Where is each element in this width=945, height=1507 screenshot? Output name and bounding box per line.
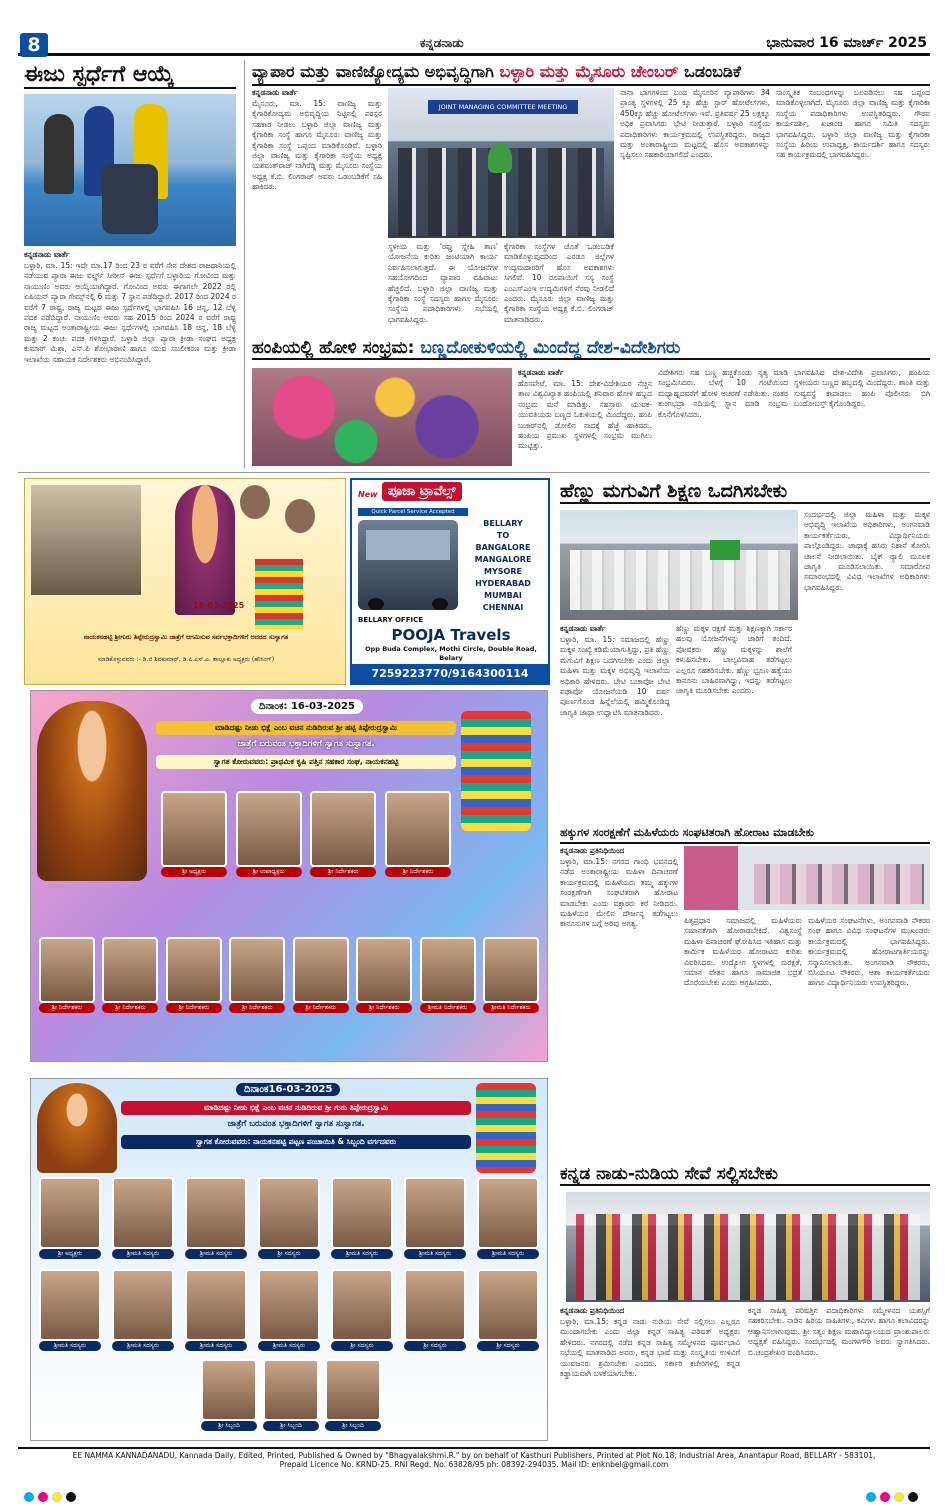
route-item: BELLARY bbox=[483, 519, 523, 528]
member-caption: ಶ್ರೀಮತಿ ಸದಸ್ಯರು bbox=[112, 1249, 174, 1259]
holi-headline bbox=[252, 338, 930, 360]
rights-headline: ಹಕ್ಕುಗಳ ಸಂರಕ್ಷಣೆಗೆ ಮಹಿಳೆಯರು ಸಂಘಟಿತರಾಗಿ ಹೋರಾಟ ಮಾಡಬೇಕು bbox=[560, 826, 930, 844]
travels-parcel: Quick Parcel Service Accepted bbox=[358, 508, 468, 516]
issue-date: ಭಾನುವಾರ 16 ಮಾರ್ಚ್ 2025 bbox=[766, 35, 927, 51]
member-caption: ಶ್ರೀ ನಿರ್ದೇಶಕರು bbox=[356, 1003, 412, 1013]
route-item: TO bbox=[496, 531, 510, 540]
route-item: HYDERABAD bbox=[475, 579, 531, 588]
registration-mark bbox=[66, 1492, 76, 1502]
swim-byline: ಕನ್ನಡನಾಡು ವಾರ್ತೆ bbox=[24, 250, 70, 259]
member-caption: ಶ್ರೀ ಸಿಬ್ಬಂದಿ bbox=[263, 1421, 319, 1431]
girl-body-3: ಸಂದರ್ಭದಲ್ಲಿ ಜಿಲ್ಲಾ ಮಹಿಳಾ ಮತ್ತು ಮಕ್ಕಳ ಅಭಿವೃದ್ಧಿ ಇಲಾಖೆಯ ಅಧಿಕಾರಿಗಳು, ಅಂಗನವಾಡಿ ಕಾರ್ಯಕರ್ತೆಯರು, ವಿದ್ಯಾರ್ಥಿನಿಯರು ಪಾಲ್ಗೊಂಡಿದ್ದರು. ಜಾಥಾಕ್ಕೆ ಹಸಿರು ನಿಶಾನೆ ತೋರಿಸಿ ಚಾಲನೆ ನೀಡಲಾಯಿತು. ಬೈಕ್ ರ‍್ಯಾಲಿ ಮೂಲಕ ಜಾಗೃತಿ ಮೂಡಿಸಲಾಯಿತು. ಸಮಾರೋಪ ಸಮಾರಂಭದಲ್ಲಿ ವಿವಿಧ ಇಲಾಖೆಗಳ ಅಧಿಕಾರಿಗಳು ಭಾಗವಹಿಸಿದ್ದರು. bbox=[804, 510, 930, 592]
member-caption: ಶ್ರೀಮತಿ ಸದಸ್ಯರು bbox=[477, 1249, 539, 1259]
member-photo bbox=[385, 791, 451, 867]
member-caption: ಶ್ರೀ ನಿರ್ದೇಶಕರು bbox=[293, 1003, 349, 1013]
registration-mark bbox=[908, 1492, 918, 1502]
member-photo bbox=[102, 937, 158, 1003]
bus-image bbox=[358, 520, 458, 610]
column-rule bbox=[244, 60, 245, 468]
chamber-body-1: ಮೈಸೂರು, ಮಾ. 15: ವಾಣಿಜ್ಯ ಮತ್ತು ಕೈಗಾರಿಕೋದ್ಯಮ ಅಭಿವೃದ್ಧಿಯ ನಿಟ್ಟಿನಲ್ಲಿ ಪರಸ್ಪರ ಸಹಕಾರ ನೀಡಲು ಬಳ್ಳಾರಿ ಜಿಲ್ಲಾ ವಾಣಿಜ್ಯ ಮತ್ತು ಕೈಗಾರಿಕಾ ಸಂಸ್ಥೆ ಹಾಗೂ ಮೈಸೂರು ವಾಣಿಜ್ಯ ಮತ್ತು ಕೈಗಾರಿಕಾ ಸಂಸ್ಥೆ ಒಪ್ಪಂದ ಮಾಡಿಕೊಂಡಿವೆ. ಬಳ್ಳಾರಿ ಜಿಲ್ಲಾ ವಾಣಿಜ್ಯ ಮತ್ತು ಕೈಗಾರಿಕಾ ಸಂಸ್ಥೆಯ ಅಧ್ಯಕ್ಷ ಯಶವಂತ್‌ರಾಜ್ ನಾಗಿರೆಡ್ಡಿ ಮತ್ತು ಮೈಸೂರು ಸಂಸ್ಥೆಯ ಅಧ್ಯಕ್ಷ ಕೆ.ಬಿ. ಲಿಂಗರಾಜ್ ಅವರು ಒಡಂಬಡಿಕೆಗೆ ಸಹಿ ಹಾಕಿದರು. bbox=[252, 99, 382, 192]
rights-body-3: ಮಹಿಳೆಯರ ಸಂಘಟನೆಗಳು, ಅಂಗನವಾಡಿ ನೌಕರರ ಸಂಘ ಹಾಗೂ ವಿವಿಧ ಸಂಘಟನೆಗಳ ಮುಖಂಡರು ಕಾರ್ಯಕ್ರಮದಲ್ಲಿ ಭಾಗವಹಿಸಿದ್ದರು. ಕಾರ್ಯಕ್ರಮದಲ್ಲಿ ಹೋರಾಟಗಾರ್ತಿಯರನ್ನು ಸನ್ಮಾನಿಸಲಾಯಿತು. ಅಂಗನವಾಡಿ ನೌಕರರು, ಬಿಸಿಯೂಟ ನೌಕರರು, ಆಶಾ ಕಾರ್ಯಕರ್ತೆಯರು ಹಾಗೂ ವಿದ್ಯಾರ್ಥಿನಿಯರು ಉಪಸ್ಥಿತರಿದ್ದರು. bbox=[808, 916, 930, 988]
jatre3-line3: ಸ್ವಾಗತ ಕೋರುವವರು: ನಾಯಕನಹಟ್ಟಿ ಪಟ್ಟಣ ಪಂಚಾಯಿತಿ & ಸಿಬ್ಬಂದಿ ವರ್ಗದವರು bbox=[121, 1135, 471, 1149]
imprint-footer bbox=[18, 1447, 930, 1469]
route-item: CHENNAI bbox=[482, 603, 524, 612]
member-caption: ಶ್ರೀ ಸಿಬ್ಬಂದಿ bbox=[201, 1421, 257, 1431]
member-caption: ಶ್ರೀ ಸಿಬ್ಬಂದಿ bbox=[325, 1421, 381, 1431]
rights-body-2: ಪಿತೃಪ್ರಧಾನ ಸಮಾಜದಲ್ಲಿ ಮಹಿಳೆಯರು ಸಮಾನತೆಗಾಗಿ ಹೋರಾಡಬೇಕಿದೆ. ವಿಶ್ವಸಂಸ್ಥೆ ಮಹಿಳಾ ದಿನಾಚರಣೆ ಘೋಷಿಸಿದ ಇತಿಹಾಸ ಮತ್ತು ಕಾರ್ಮಿಕ ಮಹಿಳೆಯರ ಹೋರಾಟದ ಕುರಿತು ವಿವರಿಸಿದರು. ಉದ್ಯೋಗ ಸ್ಥಳಗಳಲ್ಲಿ ಸುರಕ್ಷತೆ, ಸಮಾನ ವೇತನ ಹಾಗೂ ಸಾಮಾಜಿಕ ಭದ್ರತೆ ದೊರೆಯಬೇಕು ಎಂದು ಆಗ್ರಹಿಸಿದರು. bbox=[684, 916, 802, 988]
girl-byline: ಕನ್ನಡನಾಡು ವಾರ್ತೆ bbox=[560, 624, 606, 633]
route-item: MANGALORE bbox=[474, 555, 532, 564]
member-caption: ಶ್ರೀ ಸದಸ್ಯರು bbox=[404, 1341, 466, 1351]
jatre2-date: ದಿನಾಂಕ: 16-03-2025 bbox=[251, 699, 363, 714]
member-caption: ಶ್ರೀ ಉಪಾಧ್ಯಕ್ಷರು bbox=[236, 867, 302, 877]
travels-office: BELLARY OFFICE bbox=[358, 616, 424, 624]
chamber-headline bbox=[252, 62, 930, 86]
holi-photo bbox=[252, 368, 512, 466]
member-photo bbox=[166, 937, 222, 1003]
holi-headline-a: ಹಂಪಿಯಲ್ಲಿ ಹೋಳಿ ಸಂಭ್ರಮ: bbox=[252, 338, 421, 358]
member-caption: ಶ್ರೀಮತಿ ನಿರ್ದೇಶಕರು bbox=[420, 1003, 476, 1013]
member-photo bbox=[310, 791, 376, 867]
member-photo bbox=[293, 937, 349, 1003]
member-photo bbox=[331, 1269, 393, 1341]
jatre3-line2: ಜಾತ್ರೆಗೆ ಬರುವಂತ ಭಕ್ತಾದಿಗಳಿಗೆ ಸ್ವಾಗತ ಸುಸ್ವಾಗತ. bbox=[227, 1119, 365, 1129]
brand-title: ಕನ್ನಡನಾಡು bbox=[420, 36, 464, 50]
jatre2-line1: ಮಾಡಿದಷ್ಟು ನೀಡು ಭಿಕ್ಷೆ ಎಂಬ ವಚನ ನುಡಿದಿರುವ ಶ್ರೀ ಹಟ್ಟಿ ತಿಪ್ಪೇರುದ್ರಸ್ವಾಮಿ bbox=[156, 721, 456, 735]
member-photo bbox=[112, 1177, 174, 1249]
chamber-byline: ಕನ್ನಡನಾಡು ವಾರ್ತೆ bbox=[252, 88, 298, 97]
page-number: 8 bbox=[20, 33, 48, 57]
member-photo bbox=[477, 1177, 539, 1249]
swim-body: ಬಳ್ಳಾರಿ, ಮಾ. 15: ಇದೇ ಮಾ.17 ರಿಂದ 23 ರ ವರೆಗೆ ಸೇನ ದೇಶದ ರಾಜಧಾನಿಯಲ್ಲಿ ನಡೆಯುವ ಪ್ಯಾರಾ ಈಜು ವರ್ಲ್ಡ್ ಸೀರೀಸ್ ಈಜು ಸ್ಪರ್ಧೆಗೆ ಬಳ್ಳಾರಿಯ ಗೋವಿಂದ ಮತ್ತು ನಾಯುಣಿಂ ಅವರು ಆಯ್ಕೆಯಾಗಿದ್ದಾರೆ. ಗೋವಿಂದ ಅವರು ಈಗಾಗಲೇ 2022 ರಲ್ಲಿ ಏಷಿಯನ್ ಪ್ಯಾರಾ ಗೇಮ್ಸ್‌ನಲ್ಲಿ 6 ಮತ್ತು 7 ಸ್ಥಾನ ಪಡೆದಿದ್ದಾರೆ. 2017 ರಿಂದ 2024 ರ ವರೆಗೆ 7 ರಾಷ್ಟ್ರ, ರಾಜ್ಯ ಮಟ್ಟದ ಈಜು ಸ್ಪರ್ಧೆಗಳಲ್ಲಿ ಭಾಗವಹಿಸಿ 16 ಚಿನ್ನ, 12 ಬೆಳ್ಳಿ ಪದಕ ಪಡೆದಿದ್ದಾರೆ. ನಾಯುಣಿಂ ಅವರು ಸಹ 2015 ರಿಂದ 2024 ರ ವರೆಗೆ ರಾಷ್ಟ್ರ ರಾಜ್ಯ ಮಟ್ಟದ ಅಂತಾರಾಷ್ಟ್ರೀಯ ಈಜು ಸ್ಪರ್ಧೆಗಳಲ್ಲಿ ಭಾಗವಹಿಸಿ 18 ಚಿನ್ನ, 18 ಬೆಳ್ಳಿ ಮತ್ತು 2 ಕಂಚು ಪದಕ ಗಳಿಸಿದ್ದಾರೆ. ಬಳ್ಳಾರಿ ಜಿಲ್ಲಾ ಪ್ಯಾರಾ ಕ್ರೀಡಾ ಸಂಘದ ಅಧ್ಯಕ್ಷ ಕುಮಾರ್ ಮಿಶ್ರಾ, ಎಸ್.ಪಿ ಶೋಭಾರಾಣಿ ಹಾಗೂ ಯುವ ಸಬಲೀಕರಣ ಮತ್ತು ಕ್ರೀಡಾ ಇಲಾಖೆಯ ಸಹಾಯಕ ನಿರ್ದೇಶಕರು ಅಭಿನಂದಿಸಿದ್ದಾರೆ. bbox=[24, 261, 236, 364]
jatre-ad-2 bbox=[30, 690, 548, 1062]
route-item: MYSORE bbox=[484, 567, 522, 576]
member-caption: ಶ್ರೀ ನಿರ್ದೇಶಕರು bbox=[229, 1003, 285, 1013]
member-caption: ಶ್ರೀಮತಿ ಸದಸ್ಯರು bbox=[185, 1341, 247, 1351]
member-photo bbox=[39, 1269, 101, 1341]
member-photo bbox=[39, 1177, 101, 1249]
jatre3-line1: ಮಾಡಿದಷ್ಟು ನೀಡು ಭಿಕ್ಷೆ ಎಂಬ ವಚನ ನುಡಿದಿರುವ ಶ್ರೀ ಗುರು ತಿಪ್ಪೇರುದ್ರಸ್ವಾಮಿ bbox=[121, 1101, 471, 1115]
rights-photo bbox=[684, 846, 930, 910]
travels-new: New bbox=[358, 490, 378, 499]
jatre2-line2: ಜಾತ್ರೆಗೆ ಬರುವಂತ ಭಕ್ತಾದಿಗಳಿಗೆ ಸ್ವಾಗತ ಸುಸ್ವಾಗತ. bbox=[237, 739, 375, 749]
chamber-body-5: ಸಾಂಸ್ಕೃತಿಕ ಸಂಬಂಧಗಳನ್ನು ಬಲಪಡಿಸಲು ಸಹ ಒಪ್ಪಂದ ಮಾಡಿಕೊಳ್ಳಲಾಗಿದೆ. ಮೈಸೂರು ಜಿಲ್ಲಾ ವಾಣಿಜ್ಯ ಮತ್ತು ಕೈಗಾರಿಕಾ ಸಂಸ್ಥೆಯ ಪದಾಧಿಕಾರಿಗಳು ಉಪಸ್ಥಿತರಿದ್ದರು. ಗೌರವ ಕಾರ್ಯದರ್ಶಿ, ಖಜಾಂಚಿ ಹಾಗೂ ಸಮಿತಿ ಸದಸ್ಯರು ಭಾಗವಹಿಸಿದ್ದರು. ಬಳ್ಳಾರಿ ಜಿಲ್ಲಾ ವಾಣಿಜ್ಯ ಮತ್ತು ಕೈಗಾರಿಕಾ ಸಂಸ್ಥೆಯ ಹಿರಿಯ ಉಪಾಧ್ಯಕ್ಷ, ಕಾರ್ಯದರ್ಶಿ ಹಾಗೂ ಸದಸ್ಯರು ಸಹ ಕಾರ್ಯಕ್ರಮದಲ್ಲಿ ಭಾಗವಹಿಸಿದ್ದರು. bbox=[776, 88, 930, 160]
member-caption: ಶ್ರೀ ನಿರ್ದೇಶಕರು bbox=[102, 1003, 158, 1013]
nadu-photo bbox=[566, 1192, 930, 1302]
girl-headline: ಹೆಣ್ಣು ಮಗುವಿಗೆ ಶಿಕ್ಷಣ ಒದಗಿಸಬೇಕು bbox=[560, 480, 930, 504]
member-photo bbox=[404, 1269, 466, 1341]
jatre1-sub: ಮಾಡಿಕೊಳ್ಳುವವರು :- ಡಿ.ಜಿ ಶಿವಕುಮಾರ್, ಡಿ.ಪಿ.ಎಸ್.ಎ. ತಾಲ್ಲೂಕು ಅಧ್ಯಕ್ಷರು (ಹೌಸಿಂಗ್) bbox=[97, 656, 275, 663]
member-photo bbox=[112, 1269, 174, 1341]
registration-mark bbox=[880, 1492, 890, 1502]
member-photo bbox=[483, 937, 539, 1003]
chamber-body-2: ಸ್ಥಳೀಯ ಮತ್ತು 'ರಫ್ತು ಸ್ನೇಹಿ ತಾಣ' ಯೋಜನೆಯ ಕುರಿತು ಜಂಟಿಯಾಗಿ ಕಾರ್ಯ ನಿರ್ವಹಿಸಲಾಗುತ್ತದೆ. ಈ ಯೋಜನೆಗಳ ಸಹಯೋಗದಿಂದ ವ್ಯಾಪಾರ ವಹಿವಾಟು ಹೆಚ್ಚಲಿದೆ. ಬಳ್ಳಾರಿ ಜಿಲ್ಲಾ ವಾಣಿಜ್ಯ ಮತ್ತು ಕೈಗಾರಿಕಾ ಸಂಸ್ಥೆ ಸದಸ್ಯರು ಹಾಗೂ ಮೈಸೂರು ಸಂಸ್ಥೆಯ ಪದಾಧಿಕಾರಿಗಳು ಸಭೆಯಲ್ಲಿ ಭಾಗವಹಿಸಿದ್ದರು. bbox=[388, 242, 498, 324]
member-photo bbox=[263, 1359, 319, 1421]
member-caption: ಶ್ರೀ ಸದಸ್ಯರು bbox=[258, 1249, 320, 1259]
nadu-body-1: ಬಳ್ಳಾರಿ, ಮಾ.15: ಕನ್ನಡ ನಾಡು ನುಡಿಯ ಸೇವೆ ಸಲ್ಲಿಸಲು ಎಲ್ಲರೂ ಮುಂದಾಗಬೇಕು ಎಂದು ಜಿಲ್ಲಾ ಕನ್ನಡ ಸಾಹಿತ್ಯ ಪರಿಷತ್ ಅಧ್ಯಕ್ಷರು ಹೇಳಿದರು. ನಗರದಲ್ಲಿ ನಡೆದ ಕನ್ನಡ ಸಾಹಿತ್ಯ ಸಮ್ಮೇಳನದ ಪೂರ್ವಭಾವಿ ಸಭೆಯಲ್ಲಿ ಮಾತನಾಡಿದ ಅವರು, ಕನ್ನಡ ಭಾಷೆ ಮತ್ತು ಸಂಸ್ಕೃತಿಯ ಉಳಿವಿಗೆ ಯುವಜನರು ಶ್ರಮಿಸಬೇಕು ಎಂದರು. ಸರ್ಕಾರಿ ಕಚೇರಿಗಳಲ್ಲಿ ಕನ್ನಡ ಕಡ್ಡಾಯವಾಗಿ ಬಳಕೆಯಾಗಬೇಕು. bbox=[560, 1317, 740, 1379]
member-photo bbox=[258, 1269, 320, 1341]
member-photo bbox=[356, 937, 412, 1003]
registration-mark bbox=[38, 1492, 48, 1502]
imprint-line-2: Prepaid Licence No. KRND-25. RNI Regd. No. 63828/95 ph: 08392-294035. Mail ID: enknbel@gmail.com bbox=[279, 1460, 669, 1469]
member-photo bbox=[161, 791, 227, 867]
route-item: MUMBAI bbox=[484, 591, 522, 600]
travels-address: Opp Buda Complex, Mothi Circle, Double Road, Belary bbox=[365, 645, 537, 662]
member-caption: ಶ್ರೀ ಅಧ್ಯಕ್ಷರು bbox=[161, 867, 227, 877]
jatre3-row2 bbox=[39, 1269, 539, 1351]
chamber-headline-a: ವ್ಯಾಪಾರ ಮತ್ತು ವಾಣಿಜ್ಯೋದ್ಯಮ ಅಭಿವೃದ್ಧಿಗಾಗಿ bbox=[252, 62, 500, 81]
member-caption: ಶ್ರೀಮತಿ ನಿರ್ದೇಶಕರು bbox=[483, 1003, 539, 1013]
holi-body-3: ಭಾಗವಹಿಸಿದ ದೇಶ-ವಿದೇಶಿ ಪ್ರವಾಸಿಗರು, ಹಂಪಿಯ ಸ್ಥಳೀಯರು ಬಣ್ಣದ ಹಬ್ಬದಲ್ಲಿ ಮಿಂದೆದ್ದರು. ಶಾಂತಿ ಮತ್ತು ಸುವ್ಯವಸ್ಥೆ ಕಾಪಾಡಲು ಹಂಪಿ ಪೊಲೀಸರು ಬಿಗಿ ಬಂದೋಬಸ್ತ್ ಕೈಗೊಂಡಿದ್ದರು. bbox=[794, 368, 930, 409]
jatre-ad-3 bbox=[30, 1078, 548, 1441]
member-caption: ಶ್ರೀ ನಿರ್ದೇಶಕರು bbox=[310, 867, 376, 877]
chamber-body-3: ಕೈಗಾರಿಕಾ ಸಂಸ್ಥೆಗಳ ಜೊತೆ ಒಡಂಬಡಿಕೆ ಮಾಡಿಕೊಳ್ಳುವುದರಿಂದ ಎರಡೂ ಜಿಲ್ಲೆಗಳ ಉದ್ಯಮದಾರರಿಗೆ ಹೊಸ ಅವಕಾಶಗಳು ಸಿಗಲಿವೆ. 10 ರೂಪಾಯಿಗೆ ಸಸ್ಯ ಸಂಸ್ಥೆ ಎಂಎಸ್‌ಎಂಇ ಉದ್ಯಮಿಗಳಿಗೆ ನೆರವು ನೀಡಲಿದೆ ಎಂದರು. ಮೈಸೂರು ಜಿಲ್ಲಾ ವಾಣಿಜ್ಯ ಮತ್ತು ಕೈಗಾರಿಕಾ ಸಂಸ್ಥೆಯ ಅಧ್ಯಕ್ಷ ಕೆ.ಬಿ. ಲಿಂಗರಾಜ್ ಮಾತನಾಡಿದರು. bbox=[504, 242, 614, 324]
girl-body-2: ಹೆಣ್ಣು ಮಕ್ಕಳ ರಕ್ಷಣೆ ಮತ್ತು ಶಿಕ್ಷಣಕ್ಕಾಗಿ ಸರ್ಕಾರ ಹಲವು ಯೋಜನೆಗಳನ್ನು ಜಾರಿಗೆ ತಂದಿದೆ. ಪೋಷಕರು ಹೆಣ್ಣು ಮಕ್ಕಳನ್ನು ಶಾಲೆಗೆ ಕಳುಹಿಸಬೇಕು. ಬಾಲ್ಯವಿವಾಹ ತಡೆಗಟ್ಟಲು ಎಲ್ಲರೂ ಸಹಕರಿಸಬೇಕು. ಹೆಣ್ಣು ಭ್ರೂಣ ಹತ್ಯೆಯು ಕಾನೂನು ಬಾಹಿರವಾಗಿದ್ದು, ಇದನ್ನು ತಡೆಗಟ್ಟಲು ಜಾಗೃತಿ ಮೂಡಿಸಬೇಕು ಎಂದರು. bbox=[676, 624, 792, 696]
jatre2-row1 bbox=[161, 791, 451, 877]
jatre2-line3: ಸ್ವಾಗತ ಕೋರುವವರು: ಪ್ರಾಥಮಿಕ ಕೃಷಿ ಪತ್ತಿನ ಸಹಕಾರ ಸಂಘ, ನಾಯಕನಹಟ್ಟಿ bbox=[156, 755, 456, 769]
member-caption: ಶ್ರೀಮತಿ ಸದಸ್ಯರು bbox=[404, 1249, 466, 1259]
registration-mark bbox=[24, 1492, 34, 1502]
jatre3-row3 bbox=[201, 1359, 381, 1431]
jatre3-date: ದಿನಾಂಕ16-03-2025 bbox=[236, 1083, 340, 1096]
holi-body-2: ವಿದೇಶಿಗರು ಸಹ ಬಣ್ಣ ಹಚ್ಚಿಕೊಂಡು ನೃತ್ಯ ಮಾಡಿ ಸಂಭ್ರಮಿಸಿದರು. ಬೆಳಗ್ಗೆ 10 ಗಂಟೆಯಿಂದ ಮಧ್ಯಾಹ್ನದವರೆಗೆ ಹೋಳಿ ಆಚರಣೆ ನಡೆಯಿತು. ನಂತರ ತುಂಗಭದ್ರಾ ನದಿಯಲ್ಲಿ ಸ್ನಾನ ಮಾಡಿ ಸಂಭ್ರಮ ಕೊನೆಗೊಳಿಸಿದರು. bbox=[658, 368, 788, 419]
registration-mark bbox=[52, 1492, 62, 1502]
member-photo bbox=[229, 937, 285, 1003]
travels-ad bbox=[350, 478, 550, 685]
travels-title: ಪೂಜಾ ಟ್ರಾವೆಲ್ಸ್ bbox=[382, 482, 462, 501]
member-caption: ಶ್ರೀ ನಿರ್ದೇಶಕರು bbox=[385, 867, 451, 877]
member-caption: ಶ್ರೀಮತಿ ಸದಸ್ಯರು bbox=[39, 1341, 101, 1351]
member-photo bbox=[185, 1269, 247, 1341]
rights-byline: ಕನ್ನಡನಾಡು ಪ್ರತಿನಿಧಿಯಿಂದ bbox=[560, 846, 625, 855]
jatre1-date: 16-03-2025 bbox=[193, 601, 245, 610]
registration-mark bbox=[894, 1492, 904, 1502]
member-photo bbox=[477, 1269, 539, 1341]
holi-body-1: ಹೊಸಪೇಟೆ, ಮಾ. 15: ದೇಶ-ವಿದೇಶಿಯರ ನೆಚ್ಚಿನ ತಾಣ ವಿಶ್ವವಿಖ್ಯಾತ ಹಂಪಿಯಲ್ಲಿ ಶನಿವಾರ ಹೋಳಿ ಹಬ್ಬದ ಸಂಭ್ರಮ ಮನೆ ಮಾಡಿತ್ತು. ಸಹಸ್ರಾರು ಯುವಕ-ಯುವತಿಯರು ಬಣ್ಣದ ಓಕುಳಿಯಲ್ಲಿ ಮಿಂದೆದ್ದರು. ಹಂಪಿ ಬಜಾರ್‌ನಲ್ಲಿ ಡೋಲಿನ ನಾದಕ್ಕೆ ಹೆಜ್ಜೆ ಹಾಕಿದರು. ಹಂಪಿಯ ಪ್ರಮುಖ ಸ್ಥಳಗಳಲ್ಲಿ ಸಂಭ್ರಮ ಮುಗಿಲು ಮುಟ್ಟಿತ್ತು. bbox=[518, 379, 652, 451]
nadu-byline: ಕನ್ನಡನಾಡು ಪ್ರತಿನಿಧಿಯಿಂದ bbox=[560, 1306, 625, 1315]
section-rule bbox=[18, 472, 930, 473]
route-item: BANGALORE bbox=[475, 543, 531, 552]
girl-body-1: ಬಳ್ಳಾರಿ, ಮಾ. 15: ಸಮಾಜದಲ್ಲಿ ಹೆಣ್ಣು ಮಕ್ಕಳ ಸಂಖ್ಯೆ ಕಡಿಮೆಯಾಗುತ್ತಿದ್ದು, ಪ್ರತಿ ಹೆಣ್ಣು ಮಗುವಿಗೆ ಶಿಕ್ಷಣ ಒದಗಿಸಬೇಕು ಎಂದು ಜಿಲ್ಲಾ ಮಹಿಳಾ ಮತ್ತು ಮಕ್ಕಳ ಅಭಿವೃದ್ಧಿ ಇಲಾಖೆಯ ಅಧಿಕಾರಿ ಹೇಳಿದರು. ಬೇಟಿ ಬಚಾವೋ ಬೇಟಿ ಪಢಾವೋ ಯೋಜನೆಯಡಿ 10 ವರ್ಷ ಪೂರ್ಣಗೊಂಡ ಹಿನ್ನೆಲೆಯಲ್ಲಿ ಹಮ್ಮಿಕೊಂಡಿದ್ದ ಜಾಗೃತಿ ಜಾಥಾ ಉದ್ಘಾಟಿಸಿ ಮಾತನಾಡಿದರು. bbox=[560, 635, 670, 717]
travels-phone: 7259223770/9164300114 bbox=[352, 664, 548, 683]
jatre1-caption: ನಾಯಕನಹಟ್ಟಿ ಶ್ರೀಗುರು ತಿಪ್ಪೇರುದ್ರಸ್ವಾಮಿ ಜಾತ್ರೆಗೆ ಆಗಮಿಸುವ ಸರ್ವಭಕ್ತಾದಿಗಳಿಗೆ ಆದರದ ಸುಸ್ವಾಗತ bbox=[83, 633, 289, 641]
swim-headline: ಈಜು ಸ್ಪರ್ಧೆಗೆ ಆಯ್ಕೆ bbox=[24, 62, 236, 89]
member-caption: ಶ್ರೀಮತಿ ಸದಸ್ಯರು bbox=[112, 1341, 174, 1351]
chamber-headline-b: ಬಳ್ಳಾರಿ ಮತ್ತು ಮೈಸೂರು ಚೇಂಬರ್ bbox=[499, 62, 679, 81]
jatre-ad-1 bbox=[24, 478, 346, 685]
swim-photo bbox=[24, 94, 236, 246]
travels-routes bbox=[460, 518, 546, 614]
rights-body-1: ಬಳ್ಳಾರಿ, ಮಾ.15: ನಗರದ ಗಾಂಧಿ ಭವನದಲ್ಲಿ ನಡೆದ ಅಂತಾರಾಷ್ಟ್ರೀಯ ಮಹಿಳಾ ದಿನಾಚರಣೆ ಕಾರ್ಯಕ್ರಮದಲ್ಲಿ ಮಹಿಳೆಯರು ತಮ್ಮ ಹಕ್ಕುಗಳ ಸಂರಕ್ಷಣೆಗಾಗಿ ಸಂಘಟಿತರಾಗಿ ಹೋರಾಟ ಮಾಡಬೇಕು ಎಂದು ವಕ್ತಾರರು ಕರೆ ನೀಡಿದರು. ಮಹಿಳೆಯರ ಮೇಲಿನ ದೌರ್ಜನ್ಯ ತಡೆಗಟ್ಟಲು ಕಾನೂನುಗಳ ಬಗ್ಗೆ ಅರಿವು ಅಗತ್ಯ. bbox=[560, 857, 678, 929]
imprint-line-1: EE NAMMA KANNADANADU, Kannada Daily, Edited, Printed, Published & Owned by "Bhagyalakshmi.R." by on behalf of Kasthuri Publishers, Printed at Plot No.18, Industrial Area, Anantapur Road, BELLARY - 583101, bbox=[72, 1451, 876, 1460]
member-photo bbox=[420, 937, 476, 1003]
member-photo bbox=[404, 1177, 466, 1249]
member-caption: ಶ್ರೀ ನಿರ್ದೇಶಕರು bbox=[39, 1003, 95, 1013]
jatre2-row2 bbox=[39, 937, 539, 1013]
nadu-body-2: ಕನ್ನಡ ಸಾಹಿತ್ಯ ಪರಿಷತ್ತಿನ ಪದಾಧಿಕಾರಿಗಳು ಸಮ್ಮೇಳನದ ಯಶಸ್ಸಿಗೆ ಸಹಕರಿಸಬೇಕು. ನಾಡಿನ ಹಿರಿಯ ಸಾಹಿತಿಗಳು, ಕವಿಗಳು ಹಾಗೂ ಕಲಾವಿದರನ್ನು ಆಹ್ವಾನಿಸಲಾಗುವುದು. ಶ್ರೀ ಸತ್ಯಂ ಶಿಕ್ಷಣ ಮಹಾವಿದ್ಯಾಲಯದ ಪ್ರಾಂಶುಪಾಲರು ಅಧ್ಯಕ್ಷತೆ ವಹಿಸಿದ್ದರು. ಸಂದರ್ಭದಲ್ಲಿ ಮಂಗಳಗೌರಿ ಅವರು ಸ್ವಾಗತಿಸಿದರು. ಬಿ.ಚಂದ್ರಶೇಖರ ವಂದಿಸಿದರು. bbox=[748, 1306, 930, 1357]
nadu-headline: ಕನ್ನಡ ನಾಡು-ನುಡಿಯ ಸೇವೆ ಸಲ್ಲಿಸಬೇಕು bbox=[560, 1164, 930, 1186]
chamber-headline-c: ಒಡಂಬಡಿಕೆ bbox=[678, 62, 741, 81]
travels-company: POOJA Travels bbox=[391, 626, 511, 644]
chamber-photo bbox=[388, 88, 614, 238]
member-caption: ಶ್ರೀ ಅಧ್ಯಕ್ಷರು bbox=[39, 1249, 101, 1259]
member-caption: ಶ್ರೀಮತಿ ಸದಸ್ಯರು bbox=[331, 1249, 393, 1259]
member-caption: ಶ್ರೀಮತಿ ಸದಸ್ಯರು bbox=[258, 1341, 320, 1351]
member-photo bbox=[39, 937, 95, 1003]
chamber-body-4: ನಾನಾ ಭಾಗಗಳಿಂದ ಬಂದ ಮೈಸೂರಿನ ವ್ಯಾಪಾರಿಗಳು 34 ಪ್ರಾಂತ್ಯ ಸ್ಥಳಗಳಲ್ಲಿ 25 ಕ್ಕೂ ಹೆಚ್ಚು ಸ್ಟಾರ್ ಹೋಟೆಲ್‌ಗಳು, 450ಕ್ಕೂ ಹೆಚ್ಚು ಹೋಟೆಲ್‌ಗಳು ಇವೆ. ಪ್ರತಿವರ್ಷ 25 ಲಕ್ಷಕ್ಕೂ ಅಧಿಕ ಪ್ರವಾಸಿಗರು ಭೇಟಿ ನೀಡುತ್ತಾರೆ. ಬಳ್ಳಾರಿ ಸಂಸ್ಥೆಯ ಪದಾಧಿಕಾರಿಗಳು ಕಾರ್ಯಕ್ರಮದಲ್ಲಿ ಉಪಸ್ಥಿತರಿದ್ದರು. ರಾಜ್ಯದ ಮತ್ತು ಅಂತಾರಾಷ್ಟ್ರೀಯ ಮಟ್ಟದಲ್ಲಿ ಹೊಸ ಅವಕಾಶಗಳನ್ನು ಸೃಷ್ಟಿಸಲು ಸಹಕಾರಿಯಾಗಲಿದೆ ಎಂದರು. bbox=[620, 88, 770, 160]
member-caption: ಶ್ರೀ ನಿರ್ದೇಶಕರು bbox=[166, 1003, 222, 1013]
holi-headline-b: ಬಣ್ಣದೋಕುಳಿಯಲ್ಲಿ ಮಿಂದೆದ್ದ ದೇಶ-ವಿದೇಶಿಗರು bbox=[420, 338, 681, 358]
member-caption: ಶ್ರೀ ಸದಸ್ಯರು bbox=[331, 1341, 393, 1351]
member-photo bbox=[201, 1359, 257, 1421]
member-caption: ಶ್ರೀಮತಿ ಸದಸ್ಯರು bbox=[185, 1249, 247, 1259]
member-caption: ಶ್ರೀ ಸದಸ್ಯರು bbox=[477, 1341, 539, 1351]
member-photo bbox=[185, 1177, 247, 1249]
holi-byline: ಕನ್ನಡನಾಡು ವಾರ್ತೆ bbox=[518, 368, 564, 377]
jatre3-row1 bbox=[39, 1177, 539, 1259]
chamber-banner: JOINT MANAGING COMMITTEE MEETING bbox=[428, 100, 578, 114]
member-photo bbox=[325, 1359, 381, 1421]
member-photo bbox=[258, 1177, 320, 1249]
member-photo bbox=[331, 1177, 393, 1249]
girl-photo bbox=[560, 510, 798, 620]
registration-mark bbox=[866, 1492, 876, 1502]
member-photo bbox=[236, 791, 302, 867]
